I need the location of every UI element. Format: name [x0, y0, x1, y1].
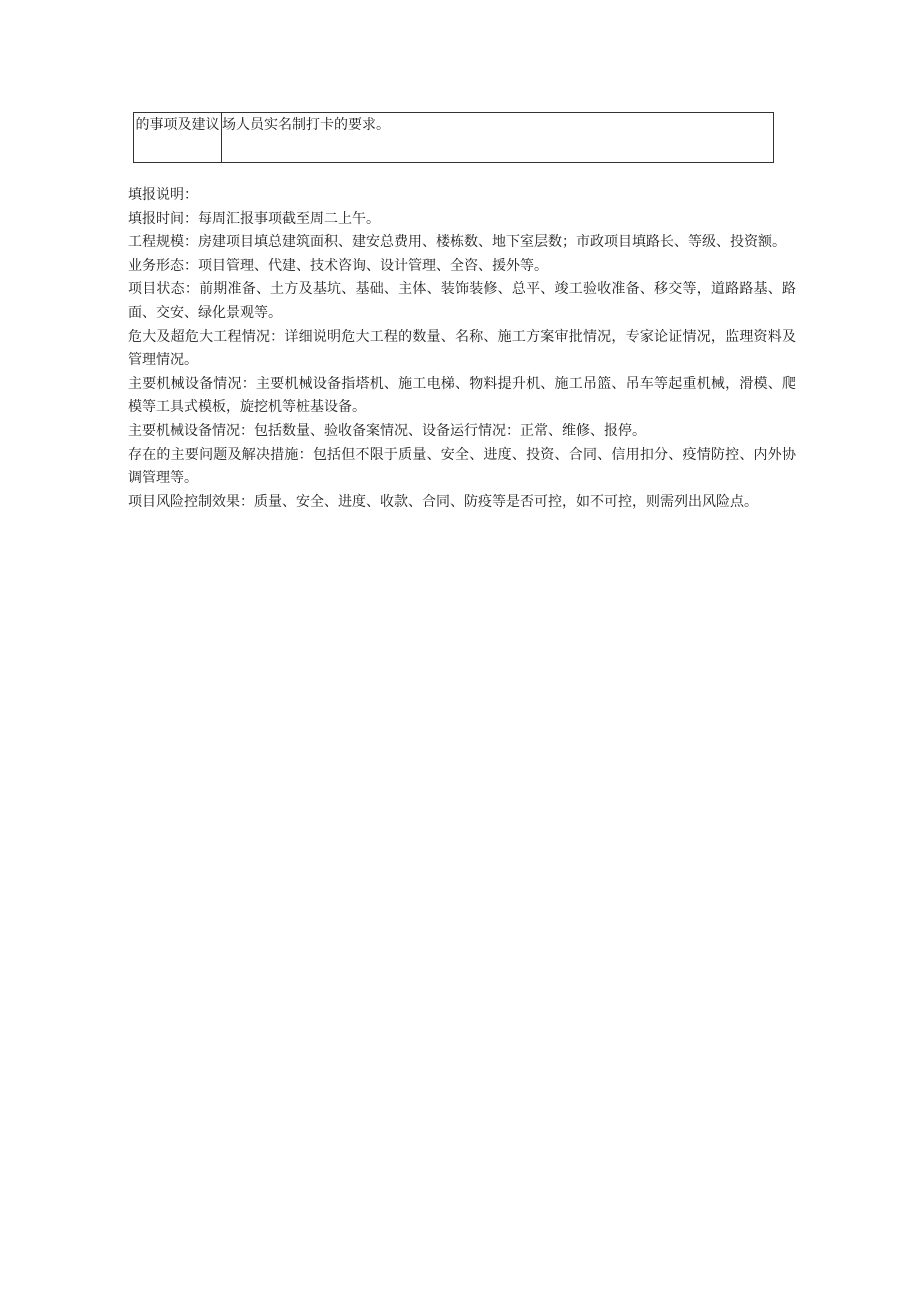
row-label: 的事项及建议	[135, 117, 220, 133]
instruction-item: 主要机械设备情况：主要机械设备指塔机、施工电梯、物料提升机、施工吊篮、吊车等起重机械，滑模、爬模等工具式模板，旋挖机等桩基设备。	[128, 375, 796, 416]
instruction-item: 项目状态：前期准备、土方及基坑、基础、主体、装饰装修、总平、竣工验收准备、移交等，道路路基、路面、交安、绿化景观等。	[128, 281, 796, 321]
instruction-item: 主要机械设备情况：包括数量、验收备案情况、设备运行情况：正常、维修、报停。	[128, 422, 646, 439]
instruction-item: 危大及超危大工程情况：详细说明危大工程的数量、名称、施工方案审批情况，专家论证情况，监理资料及管理情况。	[128, 328, 796, 369]
instruction-item: 存在的主要问题及解决措施：包括但不限于质量、安全、进度、投资、合同、信用扣分、疫情防控、内外协调管理等。	[128, 446, 796, 487]
instruction-item: 填报时间：每周汇报事项截至周二上午。	[128, 210, 380, 227]
report-table	[133, 112, 774, 163]
row-label-cell	[134, 113, 222, 163]
instruction-item: 工程规模：房建项目填总建筑面积、建安总费用、楼栋数、地下室层数；市政项目填路长、等级、投资额。	[128, 234, 786, 251]
instruction-item: 业务形态：项目管理、代建、技术咨询、设计管理、全咨、援外等。	[128, 257, 548, 274]
row-value-cell	[222, 113, 774, 163]
table-row	[134, 113, 774, 163]
instructions-heading: 填报说明：	[128, 187, 198, 203]
filling-instructions	[128, 184, 796, 514]
instruction-item: 项目风险控制效果：质量、安全、进度、收款、合同、防疫等是否可控，如不可控，则需列出风险点。	[128, 493, 758, 510]
row-value: 场人员实名制打卡的要求。	[222, 117, 390, 133]
